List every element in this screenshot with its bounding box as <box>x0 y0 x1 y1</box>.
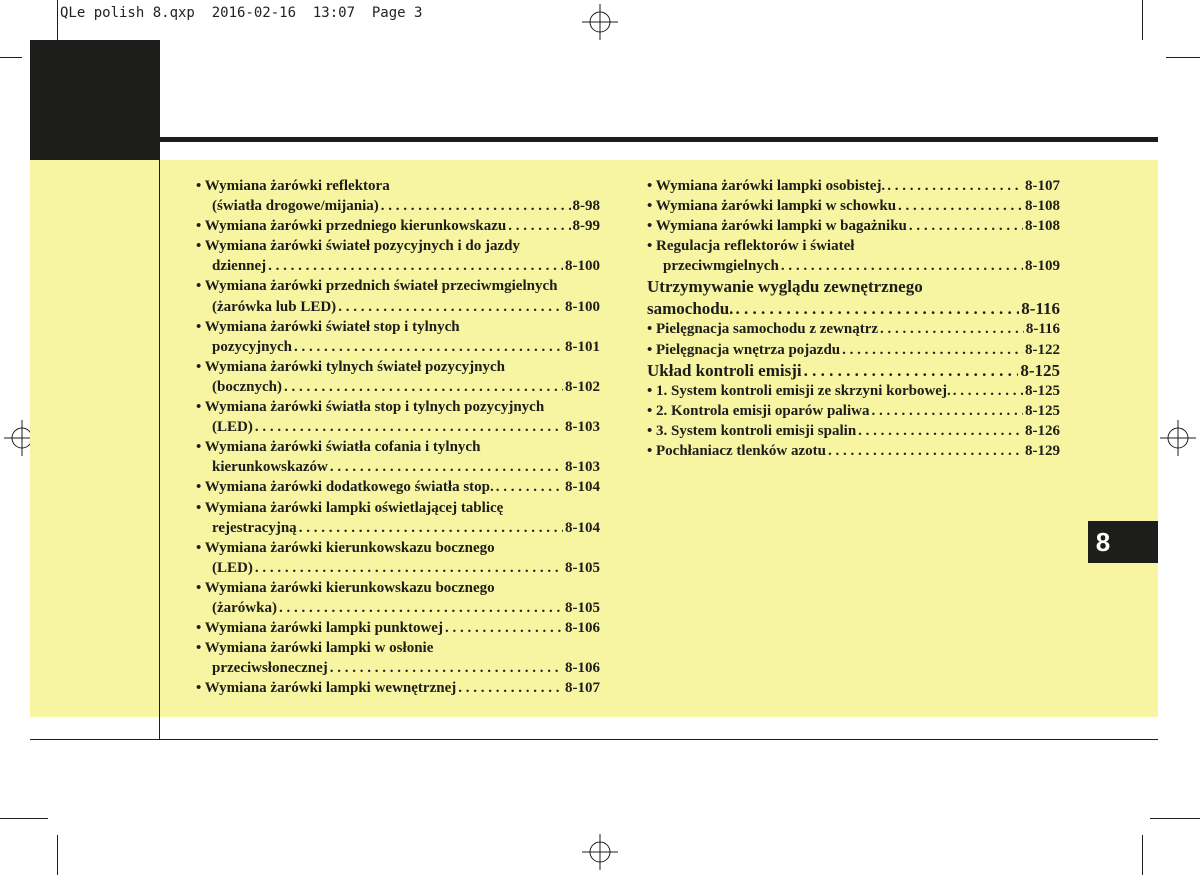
toc-page-number: 8-99 <box>572 218 600 235</box>
chapter-tab <box>1088 521 1158 563</box>
crop-mark-bottom-left-h <box>0 818 48 819</box>
dot-leader <box>735 298 1019 320</box>
toc-left-column <box>196 176 600 698</box>
toc-entry-title: (żarówka lub LED) <box>212 298 337 315</box>
dot-leader <box>284 377 563 397</box>
toc-page-number: 8-116 <box>1025 321 1060 338</box>
left-margin-rule <box>159 140 160 740</box>
dot-leader <box>496 477 563 497</box>
dot-leader <box>338 297 563 317</box>
toc-page-number: 8-125 <box>1025 383 1060 400</box>
toc-entry-title: • Wymiana żarówki świateł pozycyjnych i do jazdy <box>196 238 520 255</box>
dot-leader <box>953 381 1023 401</box>
toc-entry-title: • Wymiana żarówki reflektora <box>196 178 390 194</box>
toc-page-number: 8-125 <box>1025 403 1060 420</box>
dot-leader <box>909 216 1023 236</box>
toc-entry-title: • Wymiana żarówki lampki w osłonie <box>196 640 434 657</box>
header-rule <box>160 137 1158 142</box>
toc-entry-title: • Wymiana żarówki światła stop i tylnych pozycyjnych <box>196 399 545 416</box>
toc-entry[interactable] <box>647 276 1060 319</box>
toc-page-number: 8-125 <box>1020 360 1060 380</box>
toc-entry-title: • Wymiana żarówki przedniego kierunkowskazu <box>196 218 507 235</box>
toc-entry-title: przeciwmgielnych <box>663 258 779 275</box>
dot-leader <box>458 678 563 698</box>
toc-entry-title: (żarówka) <box>212 599 277 616</box>
toc-entry[interactable] <box>196 317 600 357</box>
toc-entry-title: dziennej <box>212 258 267 275</box>
toc-entry-title: • Regulacja reflektorów i świateł <box>647 238 855 255</box>
dot-leader <box>255 558 563 578</box>
toc-entry[interactable] <box>647 381 1060 401</box>
toc-page-number: 8-108 <box>1025 198 1060 215</box>
toc-page-number: 8-122 <box>1025 341 1060 358</box>
toc-page-number: 8-103 <box>565 419 600 436</box>
toc-entry-title: • Wymiana żarówki tylnych świateł pozycyjnych <box>196 358 505 375</box>
registration-mark-top-icon <box>582 4 618 40</box>
toc-page-number: 8-107 <box>565 680 600 697</box>
toc-entry-title: (bocznych) <box>212 378 282 395</box>
dot-leader <box>781 256 1023 276</box>
toc-entry[interactable] <box>647 360 1060 382</box>
toc-entry-title: • Wymiana żarówki lampki osobistej. <box>647 178 886 194</box>
toc-entry-title: rejestracyjną <box>212 519 297 536</box>
dot-leader <box>871 401 1023 421</box>
crop-mark-top-right-v <box>1142 0 1143 40</box>
toc-entry-title: kierunkowskazów <box>212 459 328 476</box>
dot-leader <box>887 176 1023 196</box>
toc-entry[interactable] <box>196 618 600 638</box>
toc-entry[interactable] <box>647 319 1060 339</box>
dot-leader <box>880 319 1024 339</box>
crop-mark-top-left-h <box>0 57 22 58</box>
toc-page-number: 8-103 <box>565 459 600 476</box>
dot-leader <box>842 340 1023 360</box>
dot-leader <box>858 421 1023 441</box>
toc-entry-title: (światła drogowe/mijania) <box>212 198 379 215</box>
crop-mark-bottom-right-h <box>1150 818 1200 819</box>
toc-page-number: 8-106 <box>565 660 600 677</box>
toc-page-number: 8-106 <box>565 620 600 637</box>
toc-entry[interactable] <box>647 196 1060 216</box>
dot-leader <box>268 256 563 276</box>
toc-entry-title: • Wymiana żarówki dodatkowego światła stop. <box>196 479 494 496</box>
toc-entry[interactable] <box>647 216 1060 236</box>
toc-entry-title: (LED) <box>212 419 253 436</box>
toc-entry[interactable] <box>196 678 600 698</box>
toc-entry-title: • Wymiana żarówki przednich świateł przeciwmgielnych <box>196 278 558 295</box>
toc-entry-title: samochodu. <box>647 298 734 318</box>
toc-entry-title: przeciwsłonecznej <box>212 660 328 677</box>
toc-entry-title: Układ kontroli emisji <box>647 360 802 380</box>
toc-page-number: 8-129 <box>1025 443 1060 460</box>
dot-leader <box>898 196 1023 216</box>
toc-entry-title: • Pochłaniacz tlenków azotu <box>647 443 826 460</box>
toc-page-number: 8-104 <box>565 479 600 496</box>
toc-page-number: 8-100 <box>565 258 600 275</box>
toc-page-number: 8-109 <box>1025 258 1060 275</box>
dot-leader <box>508 216 570 236</box>
toc-page-number: 8-100 <box>565 298 600 315</box>
dot-leader <box>330 658 563 678</box>
toc-entry[interactable] <box>196 276 600 316</box>
header-black-block <box>30 40 160 160</box>
toc-entry[interactable] <box>647 401 1060 421</box>
toc-page-number: 8-104 <box>565 519 600 536</box>
toc-entry-title: • Wymiana żarówki lampki punktowej <box>196 620 443 637</box>
toc-entry-title: • Pielęgnacja wnętrza pojazdu <box>647 341 841 358</box>
registration-mark-right-icon <box>1160 420 1196 456</box>
toc-entry[interactable] <box>196 538 600 578</box>
toc-entry-title: • Wymiana żarówki światła cofania i tylnych <box>196 439 481 456</box>
registration-mark-bottom-icon <box>582 834 618 870</box>
toc-page-number: 8-126 <box>1025 423 1060 440</box>
file-slug: QLe polish 8.qxp 2016-02-16 13:07 Page 3 <box>60 5 423 21</box>
dot-leader <box>330 457 563 477</box>
toc-entry[interactable] <box>647 236 1060 276</box>
toc-page-number: 8-105 <box>565 599 600 616</box>
crop-mark-bottom-right-v <box>1142 835 1143 875</box>
toc-page-number: 8-107 <box>1025 178 1060 194</box>
crop-mark-bottom-left-v <box>57 835 58 875</box>
toc-entry-title: • Wymiana żarówki kierunkowskazu bocznego <box>196 539 495 556</box>
dot-leader <box>381 196 571 216</box>
chapter-number: 8 <box>1095 526 1111 557</box>
toc-page-number: 8-102 <box>565 378 600 395</box>
toc-entry[interactable] <box>647 421 1060 441</box>
dot-leader <box>279 598 563 618</box>
dot-leader <box>294 337 563 357</box>
dot-leader <box>804 360 1019 382</box>
toc-entry[interactable] <box>196 236 600 276</box>
toc-entry[interactable] <box>196 357 600 397</box>
toc-entry[interactable] <box>196 477 600 497</box>
toc-entry-title: • Wymiana żarówki świateł stop i tylnych <box>196 318 460 335</box>
toc-entry[interactable] <box>196 498 600 538</box>
toc-entry-title: • 3. System kontroli emisji spalin <box>647 423 857 440</box>
dot-leader <box>828 441 1023 461</box>
toc-page-number: 8-101 <box>565 338 600 355</box>
toc-entry[interactable] <box>196 578 600 618</box>
footer-rule <box>30 739 1158 740</box>
toc-entry-title: • Wymiana żarówki kierunkowskazu bocznego <box>196 579 495 596</box>
toc-page-number: 8-105 <box>565 559 600 576</box>
crop-mark-top-left-v <box>57 0 58 40</box>
toc-entry-title: • Wymiana żarówki lampki w bagażniku <box>647 218 907 235</box>
toc-entry[interactable] <box>196 397 600 437</box>
toc-page-number: 8-98 <box>572 198 600 215</box>
toc-page-number: 8-116 <box>1021 298 1060 318</box>
toc-entry-title: pozycyjnych <box>212 338 292 355</box>
toc-entry[interactable] <box>647 340 1060 360</box>
toc-entry-title: • 1. System kontroli emisji ze skrzyni korbowej. <box>647 383 951 400</box>
toc-entry[interactable] <box>196 638 600 678</box>
crop-mark-top-right-h <box>1166 57 1200 58</box>
toc-page-number: 8-108 <box>1025 218 1060 235</box>
toc-entry-title: Utrzymywanie wyglądu zewnętrznego <box>647 277 923 297</box>
toc-entry-title: • Wymiana żarówki lampki oświetlającej tablicę <box>196 499 504 516</box>
dot-leader <box>255 417 563 437</box>
toc-entry[interactable] <box>647 176 1060 196</box>
dot-leader <box>445 618 563 638</box>
toc-entry[interactable] <box>196 437 600 477</box>
toc-entry-title: • Wymiana żarówki lampki wewnętrznej <box>196 680 457 697</box>
toc-entry-title: (LED) <box>212 559 253 576</box>
toc-entry-title: • 2. Kontrola emisji oparów paliwa <box>647 403 870 420</box>
toc-entry[interactable] <box>196 176 600 216</box>
toc-entry[interactable] <box>647 441 1060 461</box>
toc-entry[interactable] <box>196 216 600 236</box>
dot-leader <box>299 518 563 538</box>
toc-right-column <box>647 176 1060 462</box>
toc-entry-title: • Pielęgnacja samochodu z zewnątrz <box>647 321 879 338</box>
toc-entry-title: • Wymiana żarówki lampki w schowku <box>647 198 897 215</box>
